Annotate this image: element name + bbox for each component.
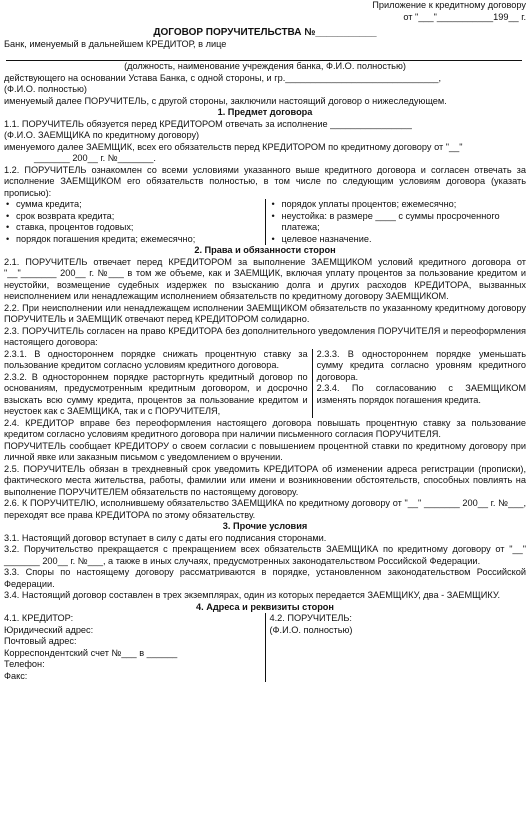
contract-page <box>4 0 526 682</box>
creditor-requisite-line: Юридический адрес: <box>4 624 94 635</box>
condition-item: • сумма кредита; <box>4 199 261 211</box>
clause-3-3: 3.3. Споры по настоящему договору рассматриваются в порядке, установленном законодательством Российской Федерации. <box>4 567 526 589</box>
creditor-requisites <box>4 613 265 682</box>
clause-2-3-4: 2.3.4. По согласованию с ЗАЕМЩИКОМ изменять порядок погашения кредита. <box>316 383 526 405</box>
conditions-left <box>4 199 261 245</box>
clause-1-1c: именуемого далее ЗАЕМЩИК, всех его обязательств перед КРЕДИТОРОМ по кредитному договору от "__" <box>4 141 463 152</box>
guarantor-requisite-line: 4.2. ПОРУЧИТЕЛЬ: <box>269 613 352 623</box>
condition-item: • неустойка: в размере ____ с суммы просроченного платежа; <box>270 211 527 234</box>
condition-item: • целевое назначение. <box>270 234 527 246</box>
clause-1-1b: (Ф.И.О. ЗАЕМЩИКА по кредитному договору) <box>4 130 200 140</box>
clause-2-5: 2.5. ПОРУЧИТЕЛЬ обязан в трехдневный срок уведомить КРЕДИТОРА об изменении адреса регистрации (прописки), фактического места жительства, работы, фамилии или имени и возникновении обстоятельств, способных повлиять на выполнение ПОРУЧИТЕЛЕМ обязательств по настоящему договору. <box>4 463 526 497</box>
creditor-requisite-line: Факс: <box>4 670 28 681</box>
clause-1-1a: 1.1. ПОРУЧИТЕЛЬ обязуется перед КРЕДИТОРОМ отвечать за исполнение ________________ <box>4 118 412 129</box>
section-1-title: 1. Предмет договора <box>217 107 313 117</box>
bank-line: Банк, именуемый в дальнейшем КРЕДИТОР, в лице <box>4 38 227 49</box>
clause-2-3: 2.3. ПОРУЧИТЕЛЬ согласен на право КРЕДИТОРА без дополнительного уведомления ПОРУЧИТЕЛЯ и переоформления настоящего договора: <box>4 325 526 347</box>
conditions-list <box>4 199 526 245</box>
condition-item: • ставка, процентов годовых; <box>4 222 261 234</box>
creditor-requisite-line: Корреспондентский счет №___ в ______ <box>4 647 178 658</box>
section-3-title: 3. Прочие условия <box>222 521 308 531</box>
clause-2-3-1: 2.3.1. В одностороннем порядке снижать процентную ставку за пользование кредитом согласно условиям кредитного договора. <box>4 348 308 370</box>
clause-2-4: 2.4. КРЕДИТОР вправе без переоформления настоящего договора повышать процентную ставку за пользование кредитом согласно условиям кредитного договора при наличии письменного согласия ПОРУЧИТЕЛЯ. <box>4 417 526 439</box>
clause-2-3-3: 2.3.3. В одностороннем порядке уменьшать сумму кредита согласно уровням кредитного договора. <box>316 348 526 382</box>
clause-2-4b: ПОРУЧИТЕЛЬ сообщает КРЕДИТОРУ о своем согласии с повышением процентной ставки по кредитному договору при личной явке или заказным письмом с уведомлением о вручении. <box>4 440 526 462</box>
condition-item: • порядок уплаты процентов; ежемесячно; <box>270 199 527 211</box>
position-caption: (должность, наименование учреждения банка, Ф.И.О. полностью) <box>124 61 406 71</box>
appendix-line-2: от "___"___________199__ г. <box>403 11 526 22</box>
fio-caption: (Ф.И.О. полностью) <box>4 84 87 94</box>
guarantor-requisite-line: (Ф.И.О. полностью) <box>269 624 353 635</box>
condition-item: • срок возврата кредита; <box>4 211 261 223</box>
creditor-requisite-line: Телефон: <box>4 659 45 669</box>
guarantor-requisites <box>265 613 527 682</box>
section-4-title: 4. Адреса и реквизиты сторон <box>196 601 334 612</box>
section-2-title: 2. Права и обязанности сторон <box>194 245 336 255</box>
clause-2-3-columns <box>4 349 526 418</box>
clause-3-1: 3.1. Настоящий договор вступает в силу с даты его подписания сторонами. <box>4 532 327 543</box>
requisites <box>4 613 526 682</box>
clause-3-4: 3.4. Настоящий договор составлен в трех экземплярах, один из которых передается ЗАЕМЩИКУ, два - ЗАЕМЩИКУ. <box>4 590 501 600</box>
clause-2-1: 2.1. ПОРУЧИТЕЛЬ отвечает перед КРЕДИТОРОМ за выполнение ЗАЕМЩИКОМ условий кредитного договора от "__"_______ 200__ г. №___ в том же объеме, как и ЗАЕМЩИК, включая уплату процентов за пользование кредитом и неустойки, возмещение судебных издержек по взысканию долга и других расходов КРЕДИТОРА, вызванных неисполнением или ненадлежащим исполнением обязательств по кредитному договору ЗАЕМЩИКОМ. <box>4 256 526 301</box>
clause-2-3-2: 2.3.2. В одностороннем порядке расторгнуть кредитный договор по основаниям, предусмотренным кредитным договором, и досрочно взыскать всю сумму кредита, процентов за пользование кредитом и неустоек как с ЗАЕМЩИКА, так и с ПОРУЧИТЕЛЯ, <box>4 371 308 416</box>
bank-blank-line <box>6 50 522 61</box>
charter-line: действующего на основании Устава Банка, с одной стороны, и гр.______________________________, <box>4 72 442 83</box>
document-title: ДОГОВОР ПОРУЧИТЕЛЬСТВА №___________ <box>153 27 377 38</box>
clause-2-6: 2.6. К ПОРУЧИТЕЛЮ, исполнившему обязательство ЗАЕМЩИКА по кредитному договору от "__" _______ 200__ г. №___, переходят все права КРЕДИТОРА по этому обязательству. <box>4 498 526 520</box>
clause-3-2: 3.2. Поручительство прекращается с прекращением всех обязательств ЗАЕМЩИКА по кредитному договору от "__" _______ 200__ г. №___, а также в иных случаях, предусмотренных законодательством Российской Федерации. <box>4 544 526 566</box>
creditor-requisite-line: 4.1. КРЕДИТОР: <box>4 613 74 623</box>
clause-1-1d: _______ 200__ г. №_______. <box>34 153 156 163</box>
clause-2-2: 2.2. При неисполнении или ненадлежащем исполнении ЗАЕМЩИКОМ обязательств по указанному кредитному договору ПОРУЧИТЕЛЬ и ЗАЕМЩИК отвечают перед КРЕДИТОРОМ солидарно. <box>4 302 526 324</box>
guarantor-line: именуемый далее ПОРУЧИТЕЛЬ, с другой стороны, заключили настоящий договор о нижеследующем. <box>4 95 447 106</box>
condition-item: • порядок погашения кредита; ежемесячно; <box>4 234 261 246</box>
conditions-right <box>270 199 527 245</box>
appendix-note <box>4 0 526 23</box>
clause-1-2: 1.2. ПОРУЧИТЕЛЬ ознакомлен со всеми условиями указанного выше кредитного договора и согласен отвечать за исполнение ЗАЕМЩИКОМ его обязательств полностью, в том числе по следующим условиям договора (указать прописью): <box>4 164 526 198</box>
creditor-requisite-line: Почтовый адрес: <box>4 636 77 646</box>
appendix-line-1: Приложение к кредитному договору <box>372 0 526 10</box>
